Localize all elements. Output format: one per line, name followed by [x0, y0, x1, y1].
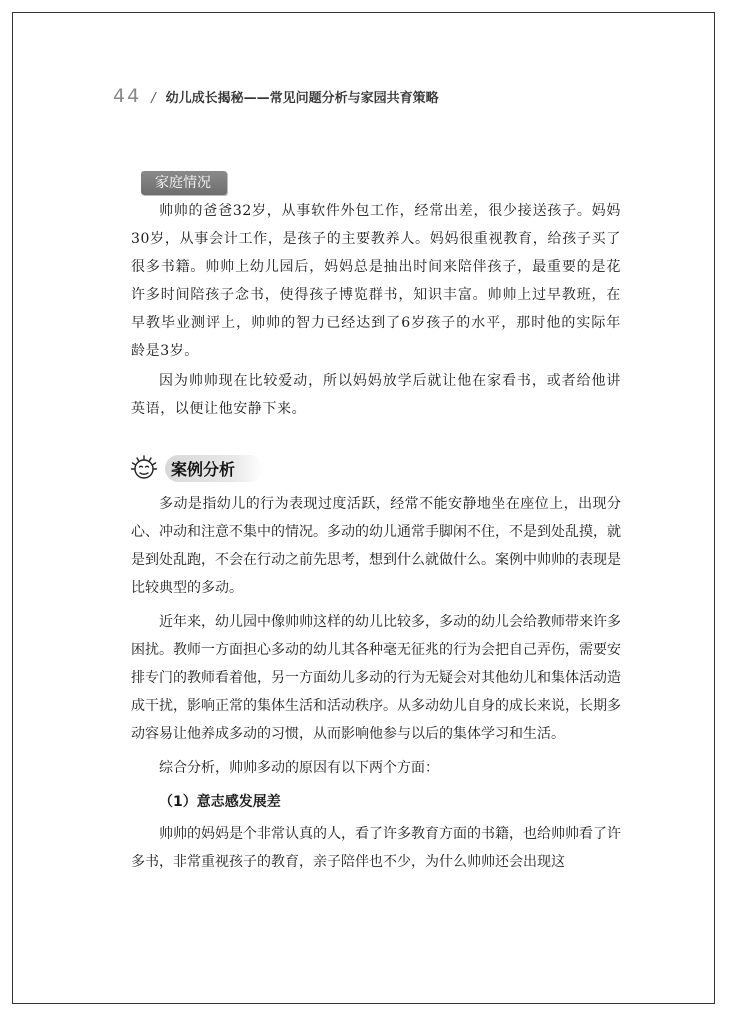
page-number: 44: [113, 85, 142, 107]
analysis-label: 案例分析: [165, 455, 263, 482]
analysis-paragraph: 近年来，幼儿园中像帅帅这样的幼儿比较多，多动的幼儿会给教师带来许多困扰。教师一方面担心多动的幼儿其各种毫无征兆的行为会把自己弄伤，需要安排专门的教师看着他，另一方面幼儿多动的行为无疑会对其他幼儿和集体活动造成干扰，影响正常的集体生活和活动秩序。从多动幼儿自身的成长来说，长期多动容易让他养成多动的习惯，从而影响他参与以后的集体学习和生活。: [131, 614, 621, 742]
family-section-label: 家庭情况: [155, 175, 211, 191]
book-page: [12, 12, 715, 1004]
book-title: 幼儿成长揭秘——常见问题分析与家园共育策略: [165, 91, 439, 106]
family-section-body: [131, 197, 621, 423]
running-header: [113, 85, 439, 107]
analysis-body: [131, 490, 621, 876]
family-section-tag: [141, 171, 227, 195]
family-paragraph: 因为帅帅现在比较爱动，所以妈妈放学后就让他在家看书，或者给他讲英语，以便让他安静下来。: [131, 373, 621, 417]
analysis-heading: [129, 453, 263, 483]
family-paragraph: 帅帅的爸爸32岁，从事软件外包工作，经常出差，很少接送孩子。妈妈30岁，从事会计工作，是孩子的主要教养人。妈妈很重视教育，给孩子买了很多书籍。帅帅上幼儿园后，妈妈总是抽出时间来陪伴孩子，最重要的是花许多时间陪孩子念书，使得孩子博览群书，知识丰富。帅帅上过早教班，在早教毕业测评上，帅帅的智力已经达到了6岁孩子的水平，那时他的实际年龄是3岁。: [131, 203, 621, 359]
smiley-face-icon: [129, 453, 159, 483]
analysis-paragraph: 帅帅的妈妈是个非常认真的人，看了许多教育方面的书籍，也给帅帅看了许多书，非常重视孩子的教育，亲子陪伴也不少，为什么帅帅还会出现这: [131, 826, 621, 870]
header-separator: /: [151, 91, 156, 106]
analysis-paragraph: 多动是指幼儿的行为表现过度活跃，经常不能安静地坐在座位上，出现分心、冲动和注意不集中的情况。多动的幼儿通常手脚闲不住，不是到处乱摸，就是到处乱跑，不会在行动之前先思考，想到什么就做什么。案例中帅帅的表现是比较典型的多动。: [131, 496, 621, 596]
analysis-paragraph: 综合分析，帅帅多动的原因有以下两个方面：: [159, 760, 439, 776]
analysis-subheading: （1）意志感发展差: [159, 794, 281, 810]
